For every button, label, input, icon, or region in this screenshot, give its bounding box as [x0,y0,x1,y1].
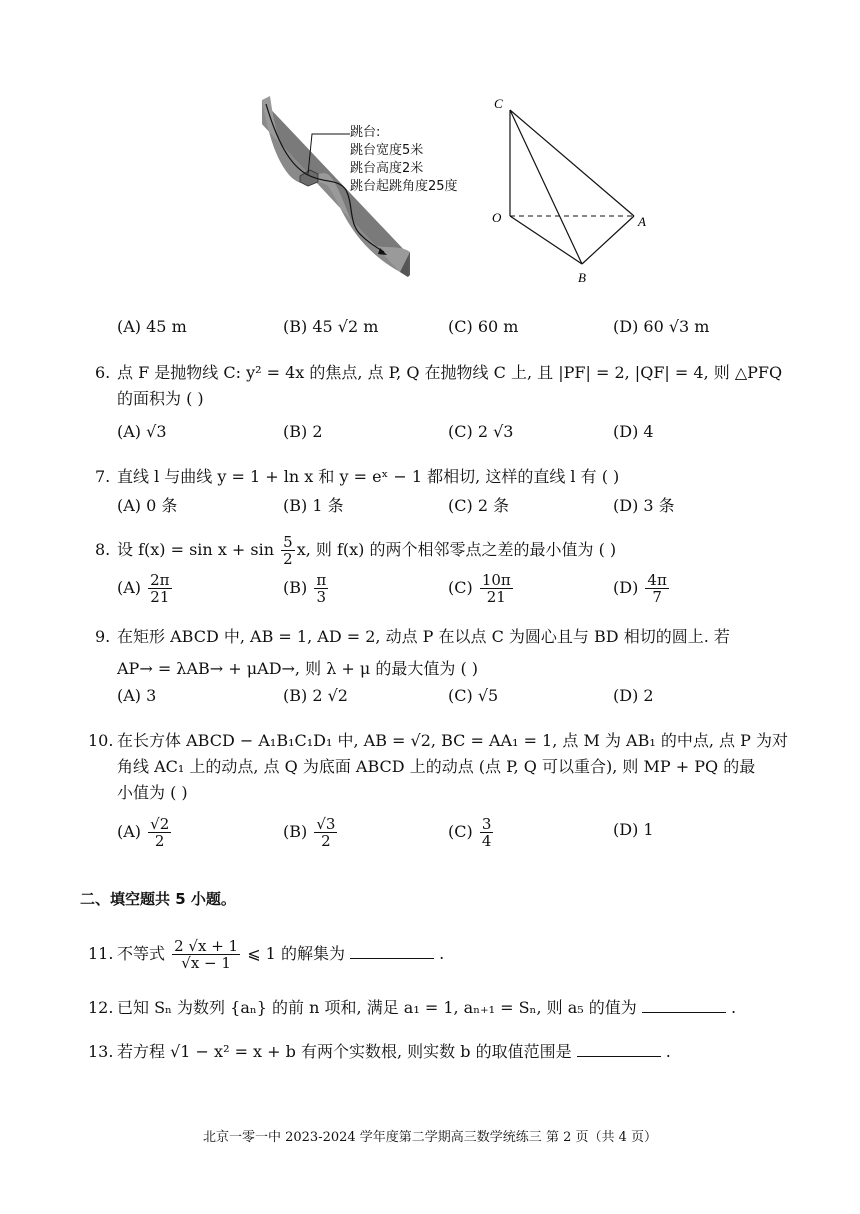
q9-line1: 在矩形 ABCD 中, AB = 1, AD = 2, 动点 P 在以点 C 为圆心且与 BD 相切的圆上. 若 [117,627,730,646]
q11-end: . [439,944,445,963]
edge-CB [510,110,582,264]
q9-option-c: (C) √5 [448,686,499,705]
q12-number: 12. [88,998,114,1017]
q13-number: 13. [88,1042,114,1061]
q7-number: 7. [95,467,111,486]
q8-option-a: (A) $\frac{2\pi}{21}$ [117,571,170,606]
q7-option-b: (B) 1 条 [283,496,344,515]
q7-options [117,492,817,520]
question-13 [88,1039,828,1065]
q9-option-a: (A) 3 [117,686,157,705]
question-9 [95,624,835,682]
q5-option-d: (D) 60 √3 m [613,317,710,336]
q6-option-d: (D) 4 [613,422,654,441]
q11-answer-blank[interactable] [350,944,434,959]
q8-fraction: $\frac{5}{2}$ [283,533,293,568]
q10-option-a: (A) $\frac{√2}{2}$ [117,815,170,850]
q7-option-a: (A) 0 条 [117,496,178,515]
q8-pre: 设 f(x) = sin x + sin [117,540,275,559]
q10-options [117,816,817,856]
q7-line1: 直线 l 与曲线 y = 1 + ln x 和 y = eˣ − 1 都相切, 这样的直线 l 有 ( ) [117,467,620,486]
q11-fraction: $\frac{2 √x + 1}{√x - 1}$ [174,937,239,972]
question-10 [88,728,828,806]
q10-line3: 小值为 ( ) [117,783,188,802]
q12-answer-blank[interactable] [642,998,726,1013]
q5-option-b: (B) 45 √2 m [283,317,379,336]
q12-text: 已知 Sₙ 为数列 {aₙ} 的前 n 项和, 满足 a₁ = 1, aₙ₊₁ = Sₙ, 则 a₅ 的值为 [117,998,637,1017]
q10-line1: 在长方体 ABCD − A₁B₁C₁D₁ 中, AB = √2, BC = AA₁ = 1, 点 M 为 AB₁ 的中点, 点 P 为对 [117,731,788,750]
q9-line2: AP→ = λAB→ + μAD→, 则 λ + μ 的最大值为 ( ) [117,659,479,678]
q10-option-d: (D) 1 [613,820,654,839]
q7-option-c: (C) 2 条 [448,496,510,515]
q10-option-c: (C) $\frac{3}{4}$ [448,815,492,850]
question-11 [88,934,828,974]
edge-AB [582,216,634,264]
q5-option-a: (A) 45 m [117,317,187,336]
ski-label-angle: 跳台起跳角度25度 [350,179,458,194]
ski-label-width: 跳台宽度5米 [350,143,424,158]
q13-end: . [665,1042,671,1061]
q11-post: ⩽ 1 的解集为 [247,944,345,963]
q8-option-b: (B) $\frac{\pi}{3}$ [283,571,327,606]
ski-label-height: 跳台高度2米 [350,161,424,176]
edge-CA [510,110,634,216]
q8-options [117,572,817,610]
section-2-heading: 二、填空题共 5 小题。 [80,890,236,908]
q11-number: 11. [88,944,114,963]
question-12 [88,995,828,1021]
question-7 [95,464,835,490]
question-6 [95,360,835,412]
q9-option-d: (D) 2 [613,686,654,705]
q6-line2: 的面积为 ( ) [117,389,204,408]
q8-post: x, 则 f(x) 的两个相邻零点之差的最小值为 ( ) [296,540,617,559]
q6-option-a: (A) √3 [117,422,167,441]
q13-text: 若方程 √1 − x² = x + b 有两个实数根, 则实数 b 的取值范围是 [117,1042,572,1061]
q6-options [117,418,817,446]
q9-option-b: (B) 2 √2 [283,686,348,705]
ski-jump-label [350,124,458,196]
q9-number: 9. [95,627,111,646]
q9-options [117,682,817,710]
q12-end: . [730,998,737,1017]
q6-number: 6. [95,363,111,382]
q5-option-c: (C) 60 m [448,317,519,336]
page-footer: 北京一零一中 2023-2024 学年度第二学期高三数学统练三 第 2 页（共 4 页） [202,1130,658,1145]
q7-option-d: (D) 3 条 [613,496,675,515]
q6-line1: 点 F 是抛物线 C: y² = 4x 的焦点, 点 P, Q 在抛物线 C 上, 且 |PF| = 2, |QF| = 4, 则 △PFQ [117,363,783,382]
q11-pre: 不等式 [117,944,166,963]
q8-number: 8. [95,540,111,559]
vertex-C: C [494,96,503,111]
q8-option-c: (C) $\frac{10\pi}{21}$ [448,571,511,606]
ski-label-title: 跳台: [350,125,381,140]
pyramid-figure [486,92,666,288]
q6-option-c: (C) 2 √3 [448,422,514,441]
question-8 [95,534,835,567]
q13-answer-blank[interactable] [577,1042,661,1057]
q10-number: 10. [88,731,114,750]
vertex-B: B [578,270,586,285]
q10-line2: 角线 AC₁ 上的动点, 点 Q 为底面 ABCD 上的动点 (点 P, Q 可以重合), 则 MP + PQ 的最 [117,757,756,776]
vertex-A: A [638,214,646,229]
q10-option-b: (B) $\frac{√3}{2}$ [283,815,336,850]
q5-options [117,313,817,341]
q8-option-d: (D) $\frac{4\pi}{7}$ [613,571,667,606]
vertex-O: O [492,210,502,225]
q6-option-b: (B) 2 [283,422,323,441]
